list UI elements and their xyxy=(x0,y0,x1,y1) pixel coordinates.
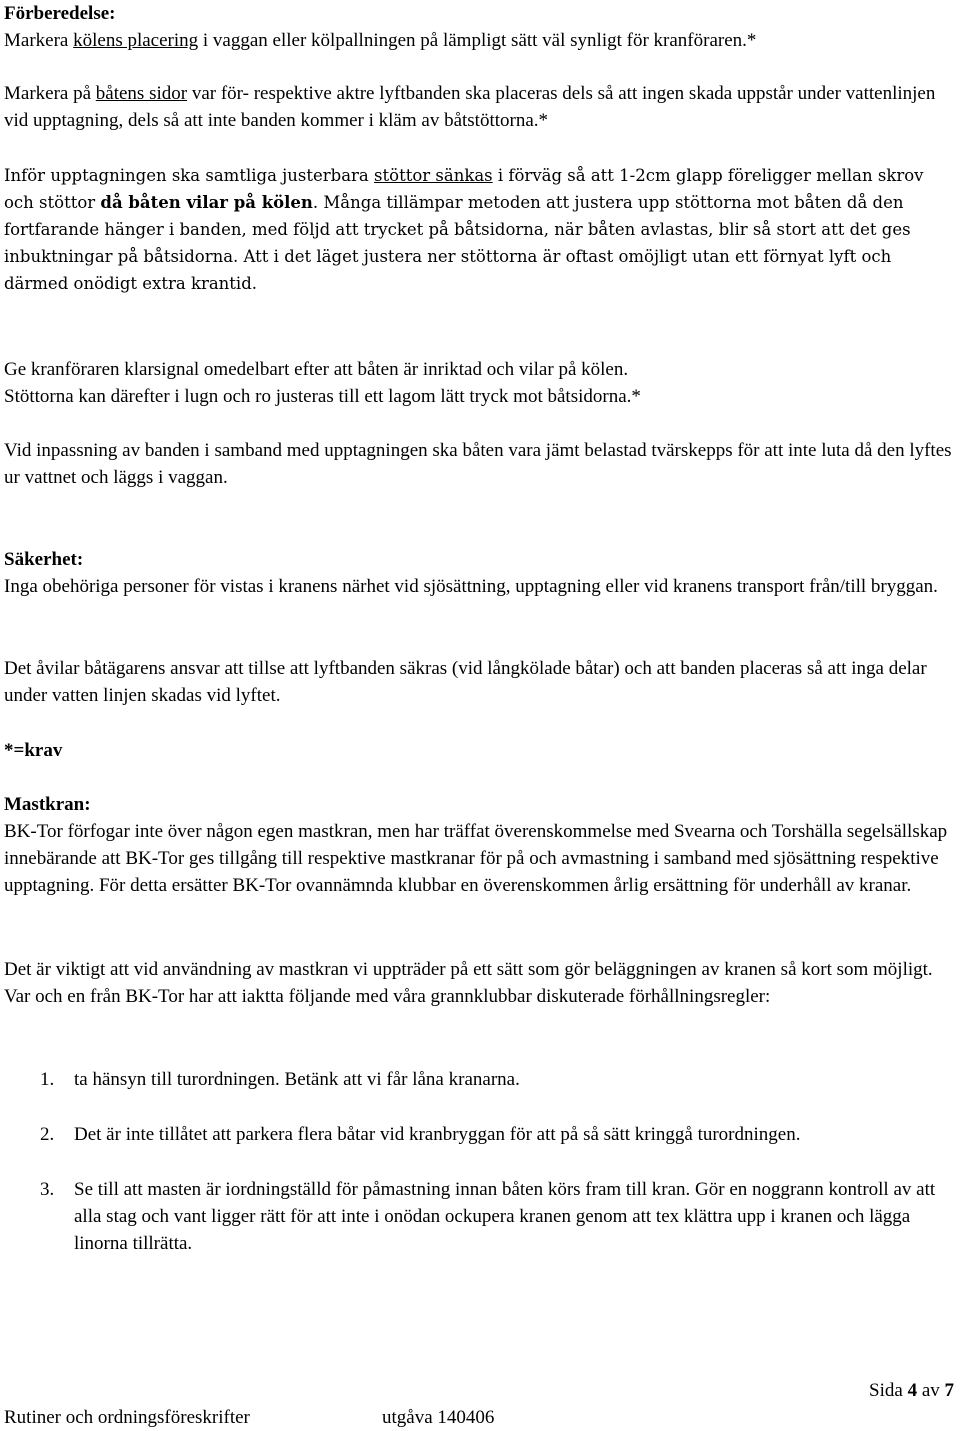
sakerhet-paragraph: Inga obehöriga personer för vistas i kranens närhet vid sjösättning, upptagning eller vid kranens transport från/till bryggan. xyxy=(4,576,938,597)
markera-sidor-paragraph xyxy=(4,80,954,134)
mastkran-heading: Mastkran: xyxy=(4,794,91,815)
text-run: i vaggan eller kölpallningen på lämpligt sätt väl synligt för kranföraren.* xyxy=(198,30,757,51)
text-run: i förväg så att 1-2cm glapp föreligger mellan skrov och stöttor xyxy=(4,166,924,212)
text-run: Markera xyxy=(4,30,74,51)
list-item xyxy=(4,1066,954,1093)
list-item-text: Se till att masten är iordningställd för påmastning innan båten körs fram till kran. Gör en noggrann kontroll av att alla stag och vant ligger rätt för att inte i onödan ockupera kranen genom att tex klättra upp i kranen och lägga linorna tillrätta. xyxy=(74,1179,936,1254)
current-page: 4 xyxy=(907,1380,918,1401)
text-run: Markera på xyxy=(4,83,96,104)
forberedelse-paragraph xyxy=(4,27,756,54)
forberedelse-heading: Förberedelse: xyxy=(4,3,116,24)
forberedelse-section xyxy=(4,0,756,54)
ansvar-paragraph: Det åvilar båtägarens ansvar att tillse att lyftbanden säkras (vid långkölade båtar) och att banden placeras så att inga delar under vatten linjen skadas vid lyftet. xyxy=(4,658,927,706)
list-item xyxy=(4,1121,954,1148)
list-number: 1. xyxy=(40,1069,55,1090)
stottor-sankas-link[interactable]: stöttor sänkas xyxy=(374,166,493,185)
text-run: Inför upptagningen ska samtliga justerbara xyxy=(4,166,375,185)
text-run: . Många tillämpar metoden att justera upp stöttorna mot båten då den fortfarande hänger i banden, med följd att trycket på båtsidorna, när båten avlastas, blir så stort att det ges inbuktningar på båtsidorna. Att i det läget justera ner stöttorna är oftast omöjligt utan ett förnyat lyft och därmed onödigt extra krantid. xyxy=(4,193,911,293)
rules-list xyxy=(4,1066,954,1285)
list-item-text: Det är inte tillåtet att parkera flera båtar vid kranbryggan för att på så sätt kringgå turordningen. xyxy=(74,1124,801,1145)
klarsignal-line: Ge kranföraren klarsignal omedelbart efter att båten är inriktad och vilar på kölen. xyxy=(4,359,629,380)
infor-paragraph xyxy=(4,162,954,297)
page-label: Sida xyxy=(869,1380,908,1401)
list-item-text: ta hänsyn till turordningen. Betänk att vi får låna kranarna. xyxy=(74,1069,520,1090)
krav-note: *=krav xyxy=(4,740,63,761)
page-number xyxy=(869,1377,954,1404)
inpassning-paragraph: Vid inpassning av banden i samband med upptagningen ska båten vara jämt belastad tvärskepps för att inte luta då den lyftes ur vattnet och läggs i vaggan. xyxy=(4,440,952,488)
sakerhet-section xyxy=(4,546,938,600)
kolens-placering-link[interactable]: kölens placering xyxy=(73,30,199,51)
document-edition: utgåva 140406 xyxy=(382,1407,495,1428)
mastkran-section xyxy=(4,791,954,899)
page-footer xyxy=(4,1377,954,1429)
page-separator: av xyxy=(917,1380,945,1401)
justering-line: Stöttorna kan därefter i lugn och ro justeras till ett lagom lätt tryck mot båtsidorna.* xyxy=(4,386,641,407)
text-run: var för- respektive aktre lyftbanden ska placeras dels så att ingen skada uppstår under vattenlinjen vid upptagning, dels så att inte banden kommer i kläm av båtstöttorna.* xyxy=(4,83,936,131)
mastkran-paragraph: BK-Tor förfogar inte över någon egen mastkran, men har träffat överenskommelse med Svearna och Torshälla segelsällskap innebärande att BK-Tor ges tillgång till respektive mastkranar för på och avmastning i samband med sjösättning respektive upptagning. För detta ersätter BK-Tor ovannämnda klubbar en överenskommen årlig ersättning för underhåll av kranar. xyxy=(4,821,948,896)
document-title: Rutiner och ordningsföreskrifter xyxy=(4,1407,250,1428)
viktigt-paragraph: Det är viktigt att vid användning av mastkran vi uppträder på ett sätt som gör beläggningen av kranen så kort som möjligt. Var och en från BK-Tor har att iaktta följande med våra grannklubbar diskuterade förhållningsregler: xyxy=(4,959,933,1007)
batens-sidor-link[interactable]: båtens sidor xyxy=(95,83,188,104)
klarsignal-paragraph xyxy=(4,356,641,410)
list-number: 2. xyxy=(40,1124,55,1145)
total-pages: 7 xyxy=(944,1380,954,1401)
list-number: 3. xyxy=(40,1179,55,1200)
sakerhet-heading: Säkerhet: xyxy=(4,549,84,570)
list-item xyxy=(4,1176,954,1257)
emphasis-text: då båten vilar på kölen xyxy=(100,193,313,212)
